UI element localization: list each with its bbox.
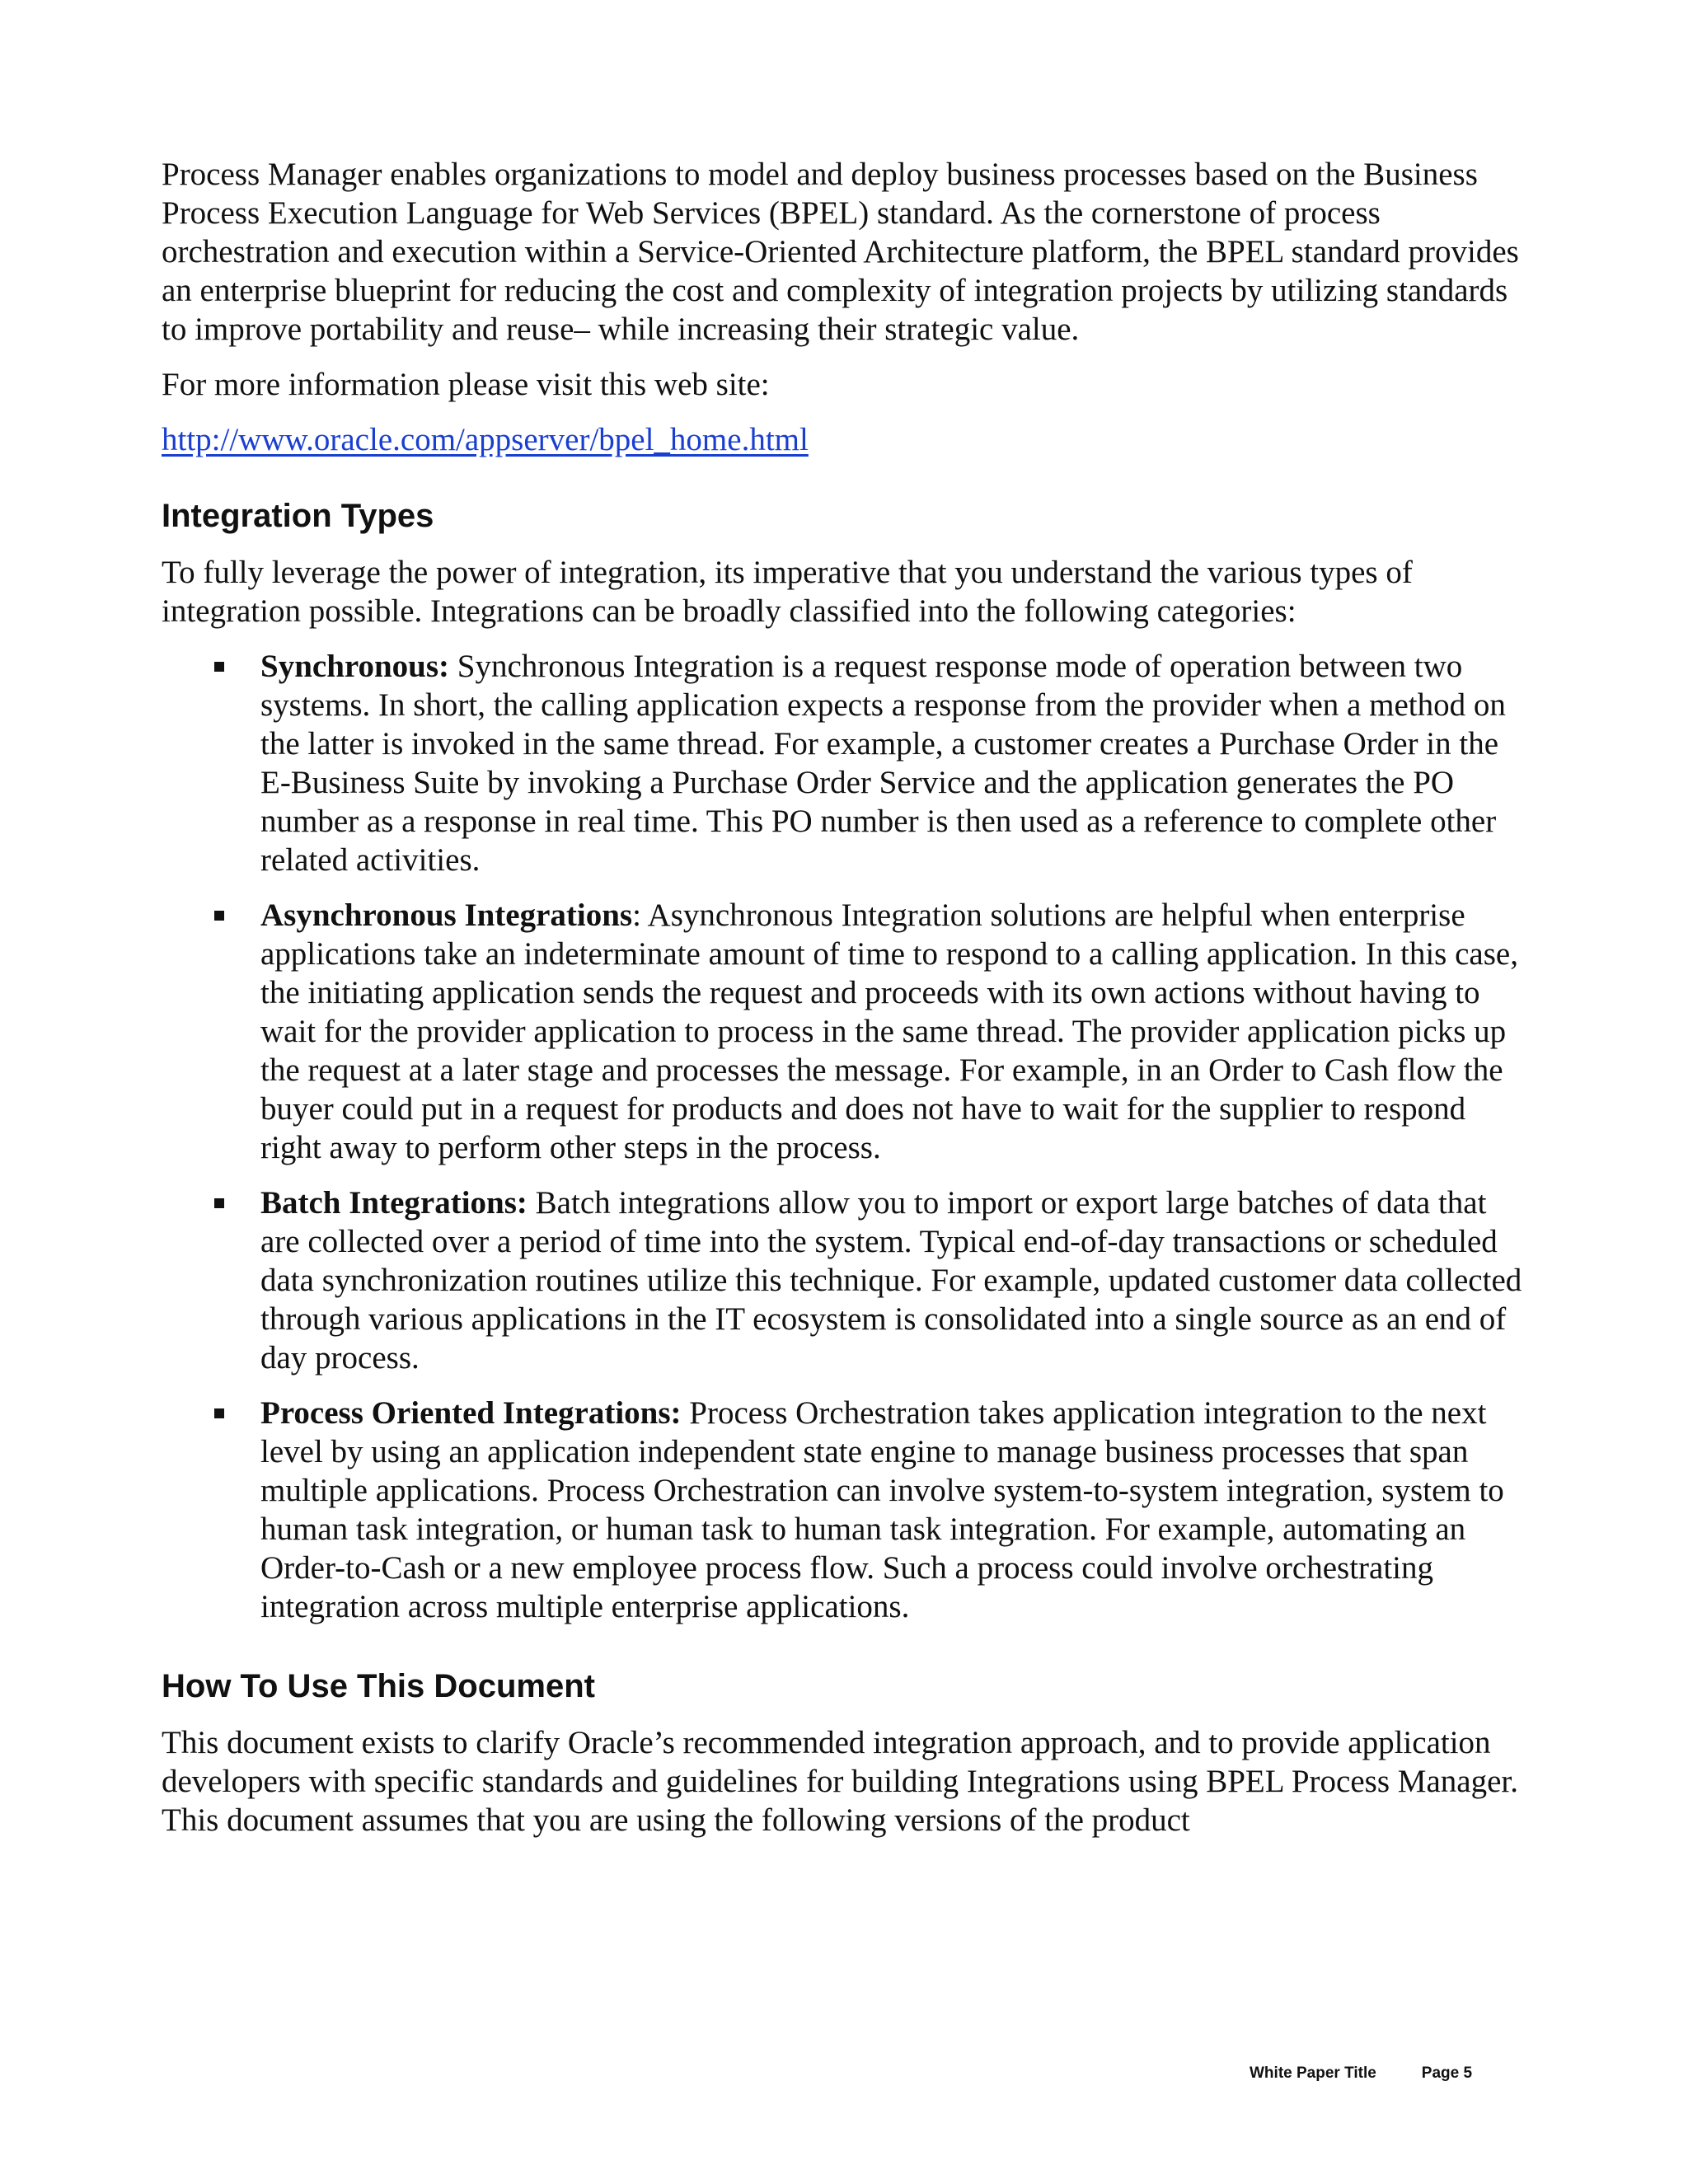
list-item-process-oriented [162,1394,1530,1626]
square-bullet-icon [214,1408,224,1418]
integration-types-intro: To fully leverage the power of integration, its imperative that you understand the various types of integration possible. Integrations can be broadly classified into the following categories: [162,555,1413,629]
list-item-term: Asynchronous Integrations [260,898,633,933]
intro-paragraph: Process Manager enables organizations to model and deploy business processes based on the Business Process Execution Language for Web Services (BPEL) standard. As the cornerstone of process orchestration and execution within a Service-Oriented Architecture platform, the BPEL standard provides an enterprise blueprint for reducing the cost and complexity of integration projects by utilizing standards to improve portability and reuse– while increasing their strategic value. [162,157,1519,347]
how-to-use-paragraph: This document exists to clarify Oracle’s recommended integration approach, and to provide application developers with specific standards and guidelines for building Integrations using BPEL Process Manager. This document assumes that you are using the following versions of the product [162,1725,1518,1838]
list-item-text: Synchronous Integration is a request response mode of operation between two systems. In short, the calling application expects a response from the provider when a method on the latter is invoked in the same thread. For example, a customer creates a Purchase Order in the E-Business Suite by invoking a Purchase Order Service and the application generates the PO number as a response in real time. This PO number is then used as a reference to complete other related activities. [260,649,1506,878]
list-item-term: Process Oriented Integrations: [260,1395,682,1431]
page-footer [1250,2064,1472,2083]
footer-page-number: Page 5 [1421,2064,1473,2082]
square-bullet-icon [214,662,224,672]
link-line [162,420,1530,459]
list-item-asynchronous [162,896,1530,1167]
list-item-text: Process Orchestration takes application integration to the next level by using an application independent state engine to manage business processes that span multiple applications. Process Orchestration can involve system-to-system integration, system to human task integration, or human task to human task integration. For example, automating an Order-to-Cash or a new employee process flow. Such a process could involve orchestrating integration across multiple enterprise applications. [260,1395,1504,1624]
bpel-home-link[interactable]: http://www.oracle.com/appserver/bpel_home.html [162,422,809,457]
footer-title: White Paper Title [1250,2064,1376,2082]
square-bullet-icon [214,911,224,921]
list-item-synchronous [162,647,1530,879]
list-item-text: Batch integrations allow you to import or export large batches of data that are collected over a period of time into the system. Typical end-of-day transactions or scheduled data synchronization routines utilize this technique. For example, updated customer data collected through various applications in the IT ecosystem is consolidated into a single source as an end of day process. [260,1185,1522,1376]
list-item-text: : Asynchronous Integration solutions are helpful when enterprise applications take an indeterminate amount of time to respond to a calling application. In this case, the initiating application sends the request and proceeds with its own actions without having to wait for the provider application to process in the same thread. The provider application picks up the request at a later stage and processes the message. For example, in an Order to Cash flow the buyer could put in a request for products and does not have to wait for the supplier to respond right away to perform other steps in the process. [260,898,1518,1165]
document-page [162,155,1530,1840]
integration-types-list [162,647,1530,1626]
info-text: For more information please visit this web site: [162,367,770,402]
list-item-term: Synchronous: [260,649,450,684]
integration-types-heading: Integration Types [162,498,434,534]
list-item-term: Batch Integrations: [260,1185,528,1221]
square-bullet-icon [214,1198,224,1208]
how-to-use-heading: How To Use This Document [162,1668,595,1704]
list-item-batch [162,1183,1530,1377]
